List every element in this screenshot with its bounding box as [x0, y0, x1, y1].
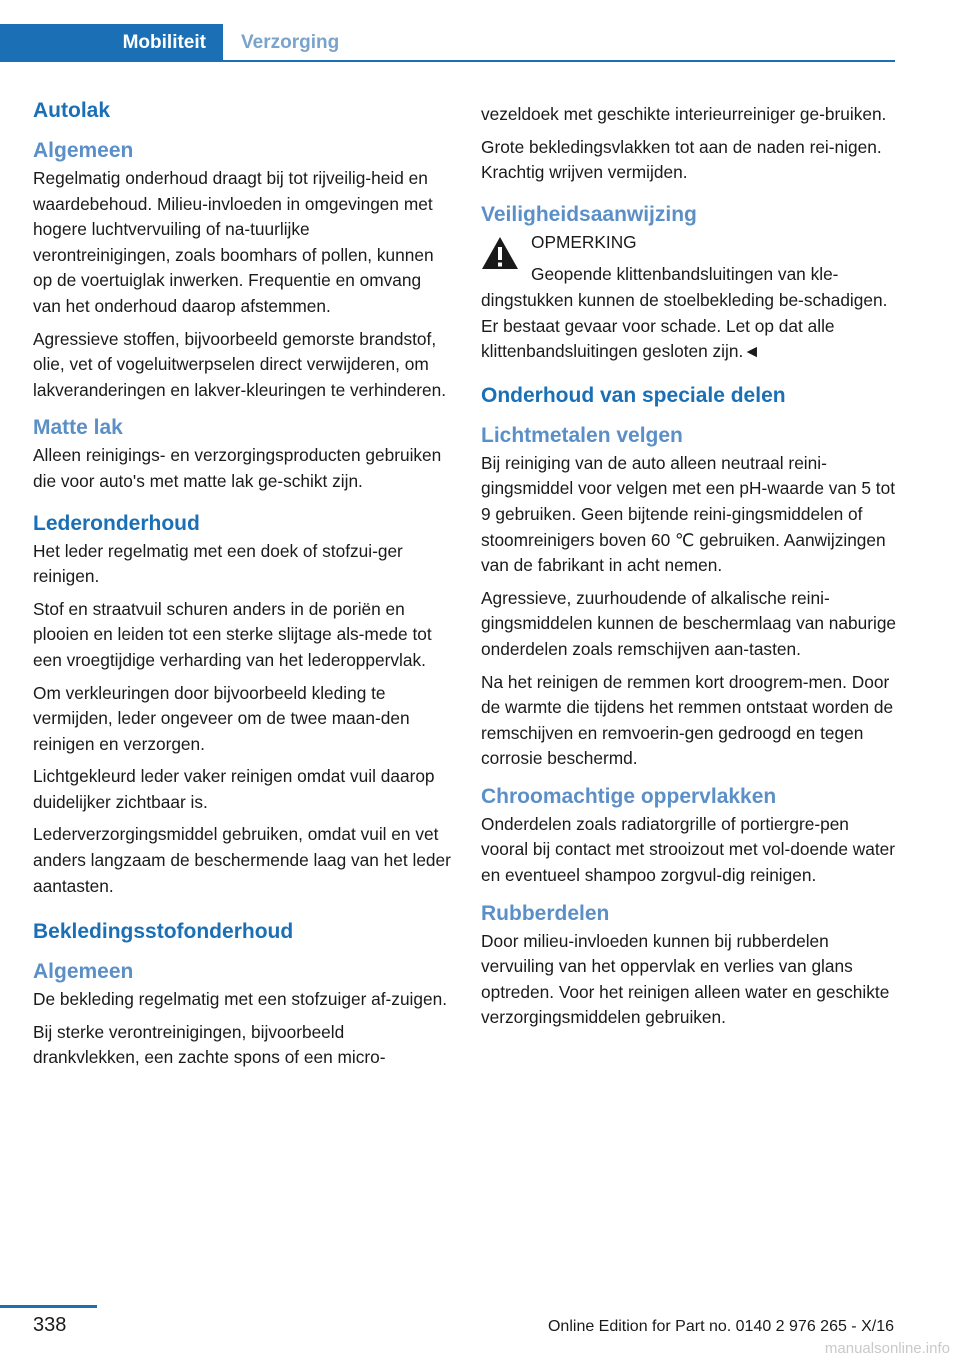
heading-lederonderhoud: Lederonderhoud	[33, 511, 200, 535]
paragraph: Regelmatig onderhoud draagt bij tot rijveilig-heid en waardebehoud. Milieu-invloeden in omgevingen met hogere luchtvervuiling of na-tuurlijke verontreinigingen, zoals boomhars of pollen, kunnen op de voertuiglak inwerken. Frequentie en omvang van het onderhoud daarop afstemmen.	[33, 168, 434, 316]
warning-notice	[481, 230, 899, 365]
subheading-rubberdelen: Rubberdelen	[481, 901, 610, 925]
paragraph: Agressieve, zuurhoudende of alkalische reini-gingsmiddelen kunnen de beschermlaag van naburige onderdelen zoals remschijven aan-tasten.	[481, 587, 897, 659]
heading-bekledingsstofonderhoud: Bekledingsstofonderhoud	[33, 920, 294, 944]
heading-onderhoud-speciale-delen: Onderhoud van speciale delen	[481, 383, 786, 407]
tab-verzorging[interactable]: Verzorging	[241, 32, 340, 53]
warning-text: Geopende klittenbandsluitingen van kle-dingstukken kunnen de stoelbekleding be-schadigen. Er bestaat gevaar voor schade. Let op dat alle klittenbandsluitingen gesloten zijn.◄	[481, 264, 888, 362]
right-column	[481, 102, 899, 1038]
subheading-algemeen: Algemeen	[33, 960, 134, 984]
paragraph: Lichtgekleurd leder vaker reinigen omdat vuil daarop duidelijker zichtbaar is.	[33, 766, 435, 812]
paragraph: Bij reiniging van de auto alleen neutraal reini-gingsmiddel voor velgen met een pH-waarde van 5 tot 9 gebruiken. Geen bijtende reini-gingsmiddelen of stoomreinigers boven 60 ℃ gebruiken. Aanwijzingen van de fabrikant in acht nemen.	[481, 452, 896, 576]
subheading-chroomachtige-oppervlakken: Chroomachtige oppervlakken	[481, 784, 777, 808]
page-number: 338	[33, 1314, 67, 1336]
subheading-matte-lak: Matte lak	[33, 416, 123, 440]
paragraph: Onderdelen zoals radiatorgrille of portiergre-pen vooral bij contact met strooizout met vol-doende water en eventueel shampoo zorgvul-dig reinigen.	[481, 813, 895, 886]
paragraph: Alleen reinigings- en verzorgingsproducten gebruiken die voor auto's met matte lak ge-schikt zijn.	[33, 445, 442, 491]
tab-mobiliteit[interactable]: Mobiliteit	[0, 24, 223, 62]
subheading-lichtmetalen-velgen: Lichtmetalen velgen	[481, 423, 683, 447]
paragraph: Door milieu-invloeden kunnen bij rubberdelen vervuiling van het oppervlak en verlies van glans optreden. Voor het reinigen alleen water en geschikte verzorgingsmiddelen gebruiken.	[481, 930, 890, 1028]
paragraph: Agressieve stoffen, bijvoorbeeld gemorste brandstof, olie, vet of vogeluitwerpselen direct verwijderen, om lakveranderingen en lakver-kleuringen te verhinderen.	[33, 328, 447, 400]
paragraph: De bekleding regelmatig met een stofzuiger af-zuigen.	[33, 989, 448, 1010]
paragraph: Het leder regelmatig met een doek of stofzui-ger reinigen.	[33, 540, 403, 587]
subheading-algemeen: Algemeen	[33, 139, 134, 162]
edition-footer: Online Edition for Part no. 0140 2 976 265 - X/16	[547, 1318, 894, 1335]
left-column	[33, 96, 451, 1078]
section-tab-bar	[0, 0, 895, 62]
paragraph: Grote bekledingsvlakken tot aan de naden rei-nigen. Krachtig wrijven vermijden.	[481, 136, 882, 183]
paragraph: Om verkleuringen door bijvoorbeeld kleding te vermijden, leder ongeveer om de twee maan-den reinigen en verzorgen.	[33, 682, 410, 754]
paragraph: Lederverzorgingsmiddel gebruiken, omdat vuil en vet anders langzaam de beschermende laag van het leder aantasten.	[33, 824, 451, 896]
warning-title: OPMERKING	[531, 231, 637, 252]
warning-triangle-icon	[481, 236, 519, 270]
footer-rule	[0, 1305, 97, 1308]
paragraph: Bij sterke verontreinigingen, bijvoorbeeld drankvlekken, een zachte spons of een micro-	[33, 1021, 386, 1068]
paragraph: Na het reinigen de remmen kort droogrem-men. Door de warmte die tijdens het remmen ontstaat worden de remschijven en remvoerin-gen gedroogd en tegen corrosie beschermd.	[481, 671, 894, 769]
subheading-veiligheidsaanwijzing: Veiligheidsaanwijzing	[481, 202, 697, 226]
tab-underline	[223, 60, 895, 62]
paragraph: Stof en straatvuil schuren anders in de poriën en plooien en leiden tot een sterke slijtage als-mede tot een vroegtijdige verharding van het lederoppervlak.	[33, 598, 432, 670]
paragraph: vezeldoek met geschikte interieurreiniger ge-bruiken.	[481, 104, 887, 124]
watermark: manualsonline.info	[824, 1340, 950, 1357]
heading-autolak: Autolak	[33, 99, 111, 122]
